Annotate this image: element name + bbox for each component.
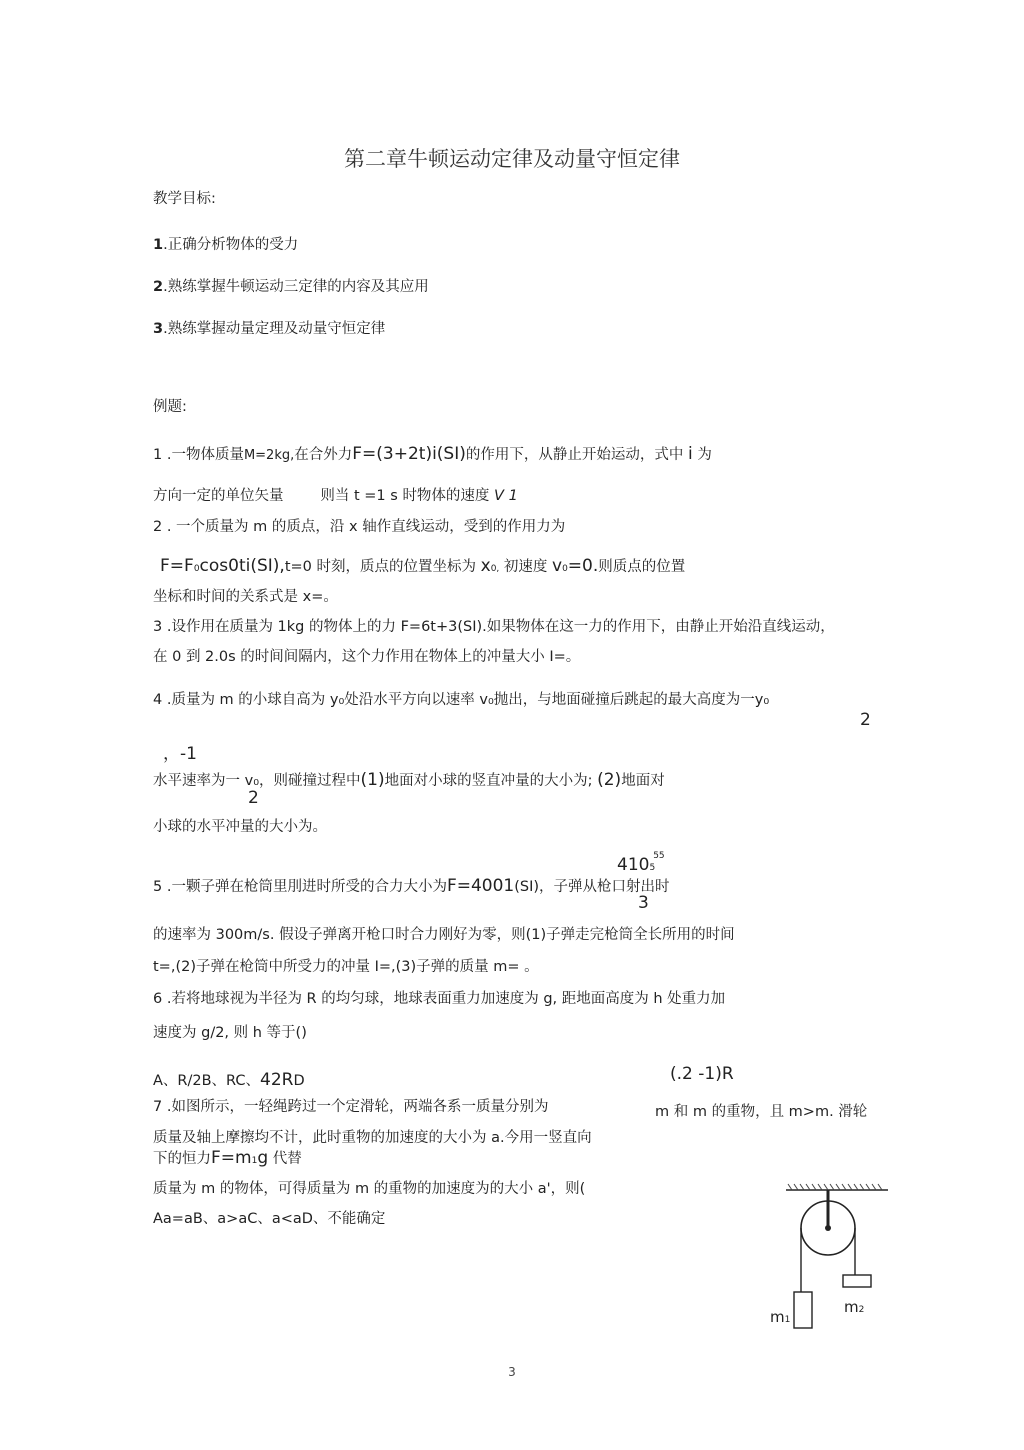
question-6-options: A、R/2B、RC、42RD	[153, 1070, 305, 1090]
question-7-line-4: 质量为 m 的物体，可得质量为 m 的重物的加速度为的大小 a'，则(	[153, 1181, 586, 1197]
pulley-figure	[770, 1180, 900, 1344]
question-5-fraction-numerator: 4105$^{55}$	[617, 851, 665, 875]
question-7-line-1-right: m 和 m 的重物，且 m>m. 滑轮	[655, 1104, 868, 1120]
question-1-line-1: 1 .一物体质量M=2kg,在合外力F=(3+2t)i(SI)的作用下，从静止开始运动，式中 i 为	[153, 444, 712, 464]
question-4-fragment: ，-1	[163, 744, 197, 764]
question-3-line-2: 在 0 到 2.0s 的时间间隔内，这个力作用在物体上的冲量大小 I=。	[153, 649, 581, 665]
question-6-line-2: 速度为 g/2, 则 h 等于()	[153, 1025, 307, 1041]
objective-item-3: 3.熟练掌握动量定理及动量守恒定律	[153, 321, 386, 337]
mass-2-label: m2	[844, 1298, 865, 1316]
question-2-line-1: 2 . 一个质量为 m 的质点，沿 x 轴作直线运动，受到的作用力为	[153, 519, 566, 535]
question-2-line-3: 坐标和时间的关系式是 x=。	[153, 589, 338, 605]
question-3-line-1: 3 .设作用在质量为 1kg 的物体上的力 F=6t+3(SI).如果物体在这一力的作用下，由静止开始沿直线运动，	[153, 619, 835, 635]
question-6-line-1: 6 .若将地球视为半径为 R 的均匀球，地球表面重力加速度为 g, 距地面高度为 h 处重力加	[153, 991, 726, 1007]
question-4-fraction-2: 2	[248, 788, 259, 808]
pulley-axle	[825, 1225, 831, 1231]
ceiling-hatch	[788, 1184, 882, 1190]
mass-1-block	[794, 1292, 812, 1328]
question-5-line-1: 5 .一颗子弹在枪筒里刖进时所受的合力大小为F=4001(SI)，子弹从枪口射出时	[153, 876, 670, 896]
objective-item-2: 2.熟练掌握牛顿运动三定律的内容及其应用	[153, 279, 429, 295]
objectives-heading: 教学目标:	[153, 191, 216, 207]
mass-2-block	[843, 1275, 871, 1287]
objective-item-1: 1.正确分析物体的受力	[153, 237, 299, 253]
mass-1-label: m1	[770, 1308, 791, 1326]
question-2-line-2: F=F0cos0ti(SI),t=0 时刻，质点的位置坐标为 x0, 初速度 v0=0.则质点的位置	[160, 556, 686, 576]
question-7-options: Aa=aB、a>aC、a<aD、不能确定	[153, 1211, 386, 1227]
question-7-line-3: 下的恒力F=m1g 代替	[153, 1148, 302, 1168]
question-4-line-1: 4 .质量为 m 的小球自高为 y₀处沿水平方向以速率 v₀抛出，与地面碰撞后跳起的最大高度为一y₀	[153, 692, 770, 708]
question-5-fraction-denominator: 3	[638, 893, 649, 913]
question-6-option-d: (.2 -1)R	[670, 1064, 734, 1084]
question-4-line-2: 水平速率为一 v₀，则碰撞过程中(1)地面对小球的竖直冲量的大小为; (2)地面对	[153, 770, 665, 790]
question-7-line-2: 质量及轴上摩擦均不计，此时重物的加速度的大小为 a.今用一竖直向	[153, 1130, 592, 1146]
question-5-line-2: 的速率为 300m/s. 假设子弹离开枪口时合力刚好为零，则(1)子弹走完枪筒全长所用的时间	[153, 927, 735, 943]
question-4-line-3: 小球的水平冲量的大小为。	[153, 819, 327, 835]
question-4-fraction-1: 2	[860, 710, 871, 730]
question-1-line-2: 方向一定的单位矢量 则当 t =1 s 时物体的速度 V 1	[153, 488, 518, 504]
question-5-line-3: t=,(2)子弹在枪筒中所受力的冲量 I=,(3)子弹的质量 m= 。	[153, 959, 539, 975]
question-7-line-1: 7 .如图所示，一轻绳跨过一个定滑轮，两端各系一质量分别为	[153, 1099, 549, 1115]
page-title: 第二章牛顿运动定律及动量守恒定律	[344, 147, 680, 171]
examples-heading: 例题:	[153, 399, 187, 415]
page-number: 3	[508, 1365, 516, 1379]
